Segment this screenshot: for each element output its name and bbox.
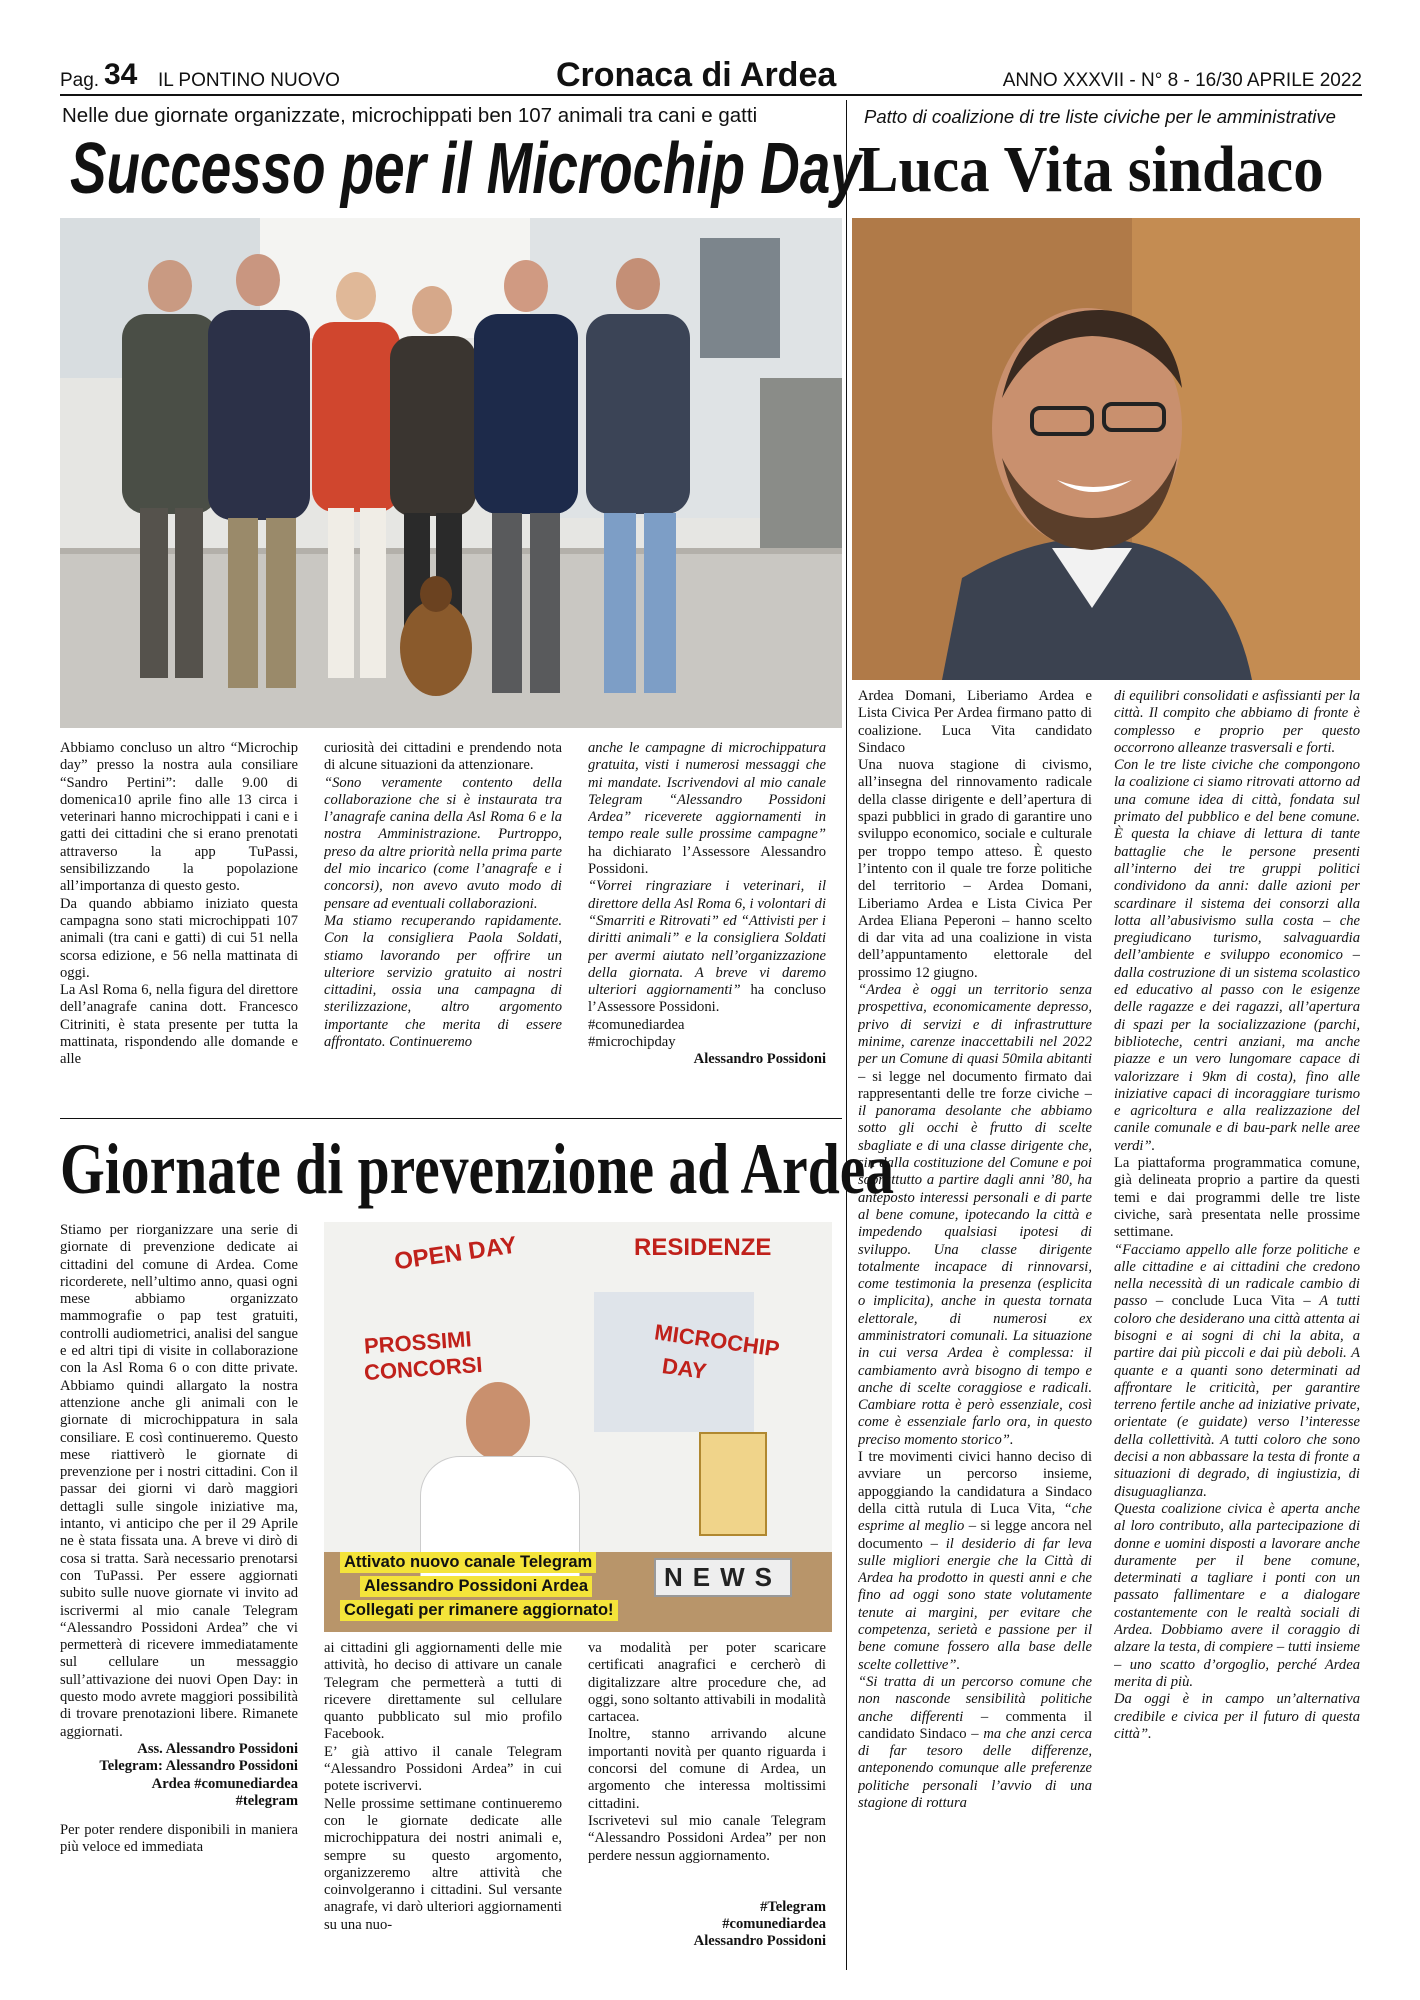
poster-microchip: MICROCHIP: [652, 1319, 782, 1362]
article2-title: Luca Vita sindaco: [858, 133, 1324, 206]
article2-col2: [1114, 688, 1360, 1970]
group-photo: [60, 218, 842, 728]
poster-prossimi: PROSSIMI: [363, 1326, 473, 1359]
article3-col3-p2: Inoltre, stanno arrivando alcune importanti novità per quanto riguarda i concorsi del comune di Ardea, un argomento che interessa moltissimi cittadini.: [588, 1726, 826, 1812]
page-label: Pag.: [60, 70, 100, 91]
article3-col3-p1: va modalità per poter scaricare certificati anagrafici e cercherò di digitalizzare altre procedure che, ad oggi, sono soltanto attivabili in modalità cartacea.: [588, 1640, 826, 1726]
article1-col1-p1: Abbiamo concluso un altro “Microchip day” presso la nostra aula consiliare “Sandro Pertini”: dalle 9.00 di domenica10 aprile fino alle 13 circa i veterinari hanno microchippati i cani e i gatti dei cittadini che si erano prenotati attraverso la app TuPassi, sensibilizzando la popolazione all’importanza di questo gesto.: [60, 740, 298, 895]
article2-q1c: il panorama desolante che abbiamo sotto gli occhi è frutto di scelte sbagliate e di una classe dirigente che, sin dalla costituzione del Comune e poi soprattutto a partire dagli anni ’80, ha anteposto interessi personali e di parte al bene comune, ipotecando la città e impedendo qualsiasi ipotesi di sviluppo. Una classe dirigente totalmente incapace di rinnovarsi, come testimonia la presenza (esplicita o implicita), anche in questa tornata elettorale, di numerosi ex amministratori comunali. La situazione in cui versa Ardea è complessa: il cambiamento avrà bisogno di tempo e anche di scelte coraggiose e radicali. Cambiare rotta è però essenziale, così come è essenziale farlo ora, in questo preciso momento storico”.: [858, 1103, 1092, 1448]
page-header: [60, 56, 1362, 96]
article2-p2a: I tre movimenti civici hanno deciso di avviare un percorso insieme, appoggiando la candidatura a Sindaco della città rutula di Luca Vita,: [858, 1449, 1092, 1517]
article3-sig-2: Telegram: Alessandro Possidoni: [99, 1758, 298, 1775]
article2-c2-q3b: – conclude Luca Vita –: [1147, 1293, 1320, 1310]
header-rule: [60, 94, 1362, 96]
article1-col3: [588, 740, 826, 1110]
article1-col3-attr: ha dichiarato l’Assessore Alessandro Possidoni.: [588, 843, 826, 878]
article1-col2-intro: curiosità dei cittadini e prendendo nota di alcune situazioni da attenzionare.: [324, 740, 562, 774]
article2-col1: [858, 688, 1092, 1970]
article3-col2-p1: ai cittadini gli aggiornamenti delle mie attività, ho deciso di attivare un canale Telegram che permetterà a tutti di ricevere direttamente sul cellulare quanto pubblicato sul mio profilo Facebook.: [324, 1640, 562, 1743]
article3-col1-body: Stiamo per riorganizzare una serie di giornate di prevenzione dedicate ai cittadini del comune di Ardea. Come ricorderete, nell’ultimo anno, quasi ogni mese abbiamo organizzato mammografie o pap test gratuiti, controlli audiometrici, analisi del sangue e ed altri tipi di visite in collaborazione con la Asl Roma 6 o con ditte private. Abbiamo quindi allargato la nostra attenzione anche gli animali con le giornate di microchippatura in sala consiliare. E così continueremo. Questo mese riattiverò le giornate di prevenzione per i nostri cittadini. Con il passar dei giorni vi darò maggiori dettagli sulle singole iniziative ma, intanto, vi anticipo che per il 29 Aprile ne è stata fissata una. A breve vi dirò di cosa si tratta. Sarà necessario prenotarsi con TuPassi. Per essere aggiornati subito sulle nuove giornate vi invito ad iscrivermi al mio canale Telegram “Alessandro Possidoni Ardea” che vi permetterà di ricevere immediatamente sul cellulare un messaggio sull’attivazione dei nuovi Open Day: in questo modo avrete maggiori possibilità di trovare prenotazioni libere. Rimanete aggiornati.: [60, 1222, 298, 1740]
article2-p2c: – si legge ancora nel documento –: [858, 1518, 1092, 1552]
candidate-photo-svg: [852, 218, 1360, 680]
article3-sig-3: Ardea #comunediardea: [151, 1775, 298, 1792]
page-number: 34: [104, 58, 138, 91]
article1-col1-p2: Da quando abbiamo iniziato questa campagna sono stati microchippati 107 animali (tra cani e gatti) di cui 51 nella scorsa edizione, e 56 nella mattinata di oggi.: [60, 895, 298, 981]
article2-c2-p1: La piattaforma programmatica comune, già delineata proprio a partire da questi temi e dai programmi delle tre liste civiche, sarà presentata nelle prossime settimane.: [1114, 1155, 1360, 1241]
article2-c2-q4: Questa coalizione civica è aperta anche al loro contributo, alla partecipazione di donne e uomini disposti a lavorare anche duramente per il bene comune, determinati a tagliare i ponti con un passato fallimentare e a dialogare costantemente con le realtà sociali di Ardea. Dobbiamo avere il coraggio di alzare la testa, di compiere – tutti insieme – uno scatto d’orgoglio, perché Ardea merita di più.: [1114, 1500, 1360, 1690]
article2-p2b: “che esprime al meglio: [858, 1500, 1092, 1535]
article2-p1: Una nuova stagione di civismo, all’insegna del rinnovamento radicale della classe dirigente e dell’apertura di spazi pubblici in grado di garantire uno sviluppo economico, sociale e culturale per troppo tempo atteso. È questo l’intento con il quale tre forze politiche del territorio – Ardea Domani, Liberiamo Ardea e Lista Civica Per Ardea Eliana Peperoni – hanno scelto di dar vita ad una coalizione in vista dell’appuntamento elettorale del prossimo 12 giugno.: [858, 757, 1092, 981]
article2-c2-q1: di equilibri consolidati e asfissianti per la città. Il compito che abbiamo di fronte è complesso e proprio per questo occorrono alleanze trasversali e forti.: [1114, 688, 1360, 756]
article3-col3-p3: Iscrivetevi sul mio canale Telegram “Alessandro Possidoni Ardea” per non perdere nessun aggiornamento.: [588, 1812, 826, 1864]
article2-q2a: “Si tratta di un percorso comune che non nasconde sensibilità politiche anche differenti: [858, 1673, 1092, 1725]
poster-banner-3: Collegati per rimanere aggiornato!: [340, 1600, 618, 1621]
article3-signature: Alessandro Possidoni: [693, 1933, 826, 1950]
group-photo-svg: [60, 218, 842, 728]
article1-col3-attr2: ha concluso l’Assessore Possidoni.: [588, 982, 826, 1016]
article3-col2: [324, 1640, 562, 1970]
poster-banner-2: Alessandro Possidoni Ardea: [360, 1576, 592, 1597]
poster-flag: [699, 1432, 767, 1536]
article3-col2-p2: E’ già attivo il canale Telegram “Alessandro Possidoni Ardea” in cui potete iscrivervi.: [324, 1743, 562, 1795]
article3-tag-2: #comunediardea: [722, 1916, 826, 1933]
poster-person-head: [466, 1382, 530, 1460]
article1-col2-quote2: Ma stiamo recuperando rapidamente. Con la consigliera Paola Soldati, stiamo lavorando per offrire un ulteriore servizio gratuito ai nostri cittadini, ossia una campagna di sterilizzazione, altro argomento importante che merita di essere affrontato. Continueremo: [324, 912, 562, 1051]
article2-q1b: – si legge nel documento firmato dai rappresentanti delle tre forze civiche –: [858, 1068, 1092, 1102]
article1-bottom-rule: [60, 1118, 842, 1119]
article2-q2b: – commenta il candidato Sindaco –: [858, 1708, 1092, 1742]
candidate-photo: [852, 218, 1360, 680]
article3-sig-4: #telegram: [235, 1792, 298, 1809]
article2-c2-q2: Con le tre liste civiche che compongono la coalizione ci siamo ritrovati attorno ad una comune idea di città, fondata sul primato del pubblico e del bene comune. È questa la chiave di lettura di tante battaglie che le persone presenti all’interno dei tre gruppi politici condividono da anni: dalle azioni per scardinare il sistema dei consorzi alla lotta all’abusivismo sulla costa – che pregiudicano turismo, salvaguardia dell’ambiente e sviluppo economico – dalla costruzione di un sistema scolastico ed educativo al passo con le esigenze delle ragazze e dei ragazzi, all’apertura di spazi per la socializzazione (parchi, biblioteche, centri anziani, ma anche piazze e un vero lungomare capace di valorizzare i 9km di costa), fino alle iniziative capaci di incoraggiare turismo e agricoltura e alla realizzazione del canile comunale e di bau-park nelle aree verdi”.: [1114, 757, 1360, 1154]
article2-lead: Ardea Domani, Liberiamo Ardea e Lista Civica Per Ardea firmano patto di coalizione. Luca Vita candidato Sindaco: [858, 688, 1092, 756]
telegram-poster: [324, 1222, 832, 1632]
article1-col2: [324, 740, 562, 1110]
poster-concorsi: CONCORSI: [363, 1351, 484, 1386]
poster-news-blocks: NEWS: [654, 1558, 792, 1597]
article3-col3: [588, 1640, 826, 1970]
article2-q1a: “Ardea è oggi un territorio senza prospettiva, economicamente depresso, privo di servizi e di infrastrutture minime, carenze inaccettabili nel 2022 per un Comune di quasi 50mila abitanti: [858, 982, 1092, 1068]
section-title: Cronaca di Ardea: [556, 56, 837, 94]
article1-signature: Alessandro Possidoni: [693, 1051, 826, 1068]
article2-c2-q3c: A tutti coloro che desiderano una città attenta ai bisogni e ai sogni di chi la abita, a partire dai più piccoli e dai più deboli. A quante e a quanti sono determinati ad affrontare le criticità, per garantire terreno fertile anche ad iniziative private, orientate (e guidate) verso l’interesse della collettività. A tutti coloro che sono decisi a non abbassare la testa di fronte a situazioni di degrado, di ingiustizia, di disuguaglianza.: [1114, 1293, 1360, 1500]
article3-col1: [60, 1222, 298, 1970]
article1-tag-1: #comunediardea: [588, 1016, 685, 1033]
poster-banner-1: Attivato nuovo canale Telegram: [340, 1552, 596, 1573]
article1-col1: [60, 740, 298, 1110]
article1-title: Successo per il Microchip Day: [70, 129, 861, 209]
article2-q2c: ma che anzi cerca di far tesoro delle differenze, anteponendo comunque alle preferenze politiche personali l’avvio di una stagione di rottura: [858, 1725, 1092, 1811]
article3-col1-tail: Per poter rendere disponibili in maniera più veloce ed immediata: [60, 1822, 298, 1856]
article1-tag-2: #microchipday: [588, 1034, 676, 1051]
article2-kicker: Patto di coalizione di tre liste civiche per le amministrative: [864, 106, 1336, 127]
article1-col3-quote: anche le campagne di microchippatura gratuita, visti i numerosi messaggi che mi mandate. Iscrivendovi al mio canale Telegram “Alessandro Possidoni Ardea” riceverete aggiornamenti in tempo reale sulle prossime campagne”: [588, 740, 826, 843]
article2-c2-q3a: “Facciamo appello alle forze politiche e alle cittadine e ai cittadini che credono nella necessità di un radicale cambio di passo: [1114, 1241, 1360, 1310]
article2-p2d: il desiderio di far leva sulle migliori energie che la Città di Ardea ha prodotto in questi anni e che fino ad oggi sono state volutamente tenute ai margini, per evitare che competenza, serietà e passione per il bene comune fossero alla base delle scelte collettive”.: [858, 1535, 1092, 1673]
article1-col2-quote1: “Sono veramente contento della collaborazione che si è instaurata tra l’anagrafe canina della Asl Roma 6 e la nostra Amministrazione. Purtroppo, preso da altre priorità nella prima parte del mio incarico (come l’anagrafe e i concorsi), non avevo avuto modo di pensare ad eventuali collaborazioni.: [324, 774, 562, 912]
poster-residenze: RESIDENZE: [634, 1234, 772, 1261]
article3-sig-1: Ass. Alessandro Possidoni: [137, 1740, 298, 1757]
article3-title: Giornate di prevenzione ad Ardea: [60, 1129, 895, 1209]
article3-tag-1: #Telegram: [760, 1898, 826, 1915]
article1-kicker: Nelle due giornate organizzate, microchippati ben 107 animali tra cani e gatti: [62, 104, 758, 127]
poster-open-day: OPEN DAY: [392, 1231, 519, 1276]
column-divider: [846, 100, 847, 1970]
article1-col1-p3: La Asl Roma 6, nella figura del direttore dell’anagrafe canina dott. Francesco Citriniti, è stata presente per tutta la mattinata, rispondendo alle domande e alle: [60, 982, 298, 1068]
poster-day: DAY: [660, 1353, 709, 1384]
issue-info: ANNO XXXVII - N° 8 - 16/30 APRILE 2022: [1002, 70, 1362, 91]
article2-c2-q5: Da oggi è in campo un’alternativa credibile e civica per il futuro di questa città”.: [1114, 1691, 1360, 1742]
paper-name: IL PONTINO NUOVO: [158, 70, 340, 91]
article3-col2-p3: Nelle prossime settimane continueremo con le giornate dedicate alle microchippatura dei nostri animali e, sempre su questo argomento, organizzeremo altre attività che coinvolgeranno i cittadini. Sul versante anagrafe, vi darò ulteriori aggiornamenti su una nuo-: [324, 1795, 562, 1933]
article1-col3-quote2: “Vorrei ringraziare i veterinari, il direttore della Asl Roma 6, i volontari di “Smarriti e Ritrovati” ed “Attivisti per i diritti animali” e la consigliera Soldati per avermi aiutato nell’organizzazione della giornata. A breve vi daremo ulteriori aggiornamenti”: [588, 878, 826, 999]
